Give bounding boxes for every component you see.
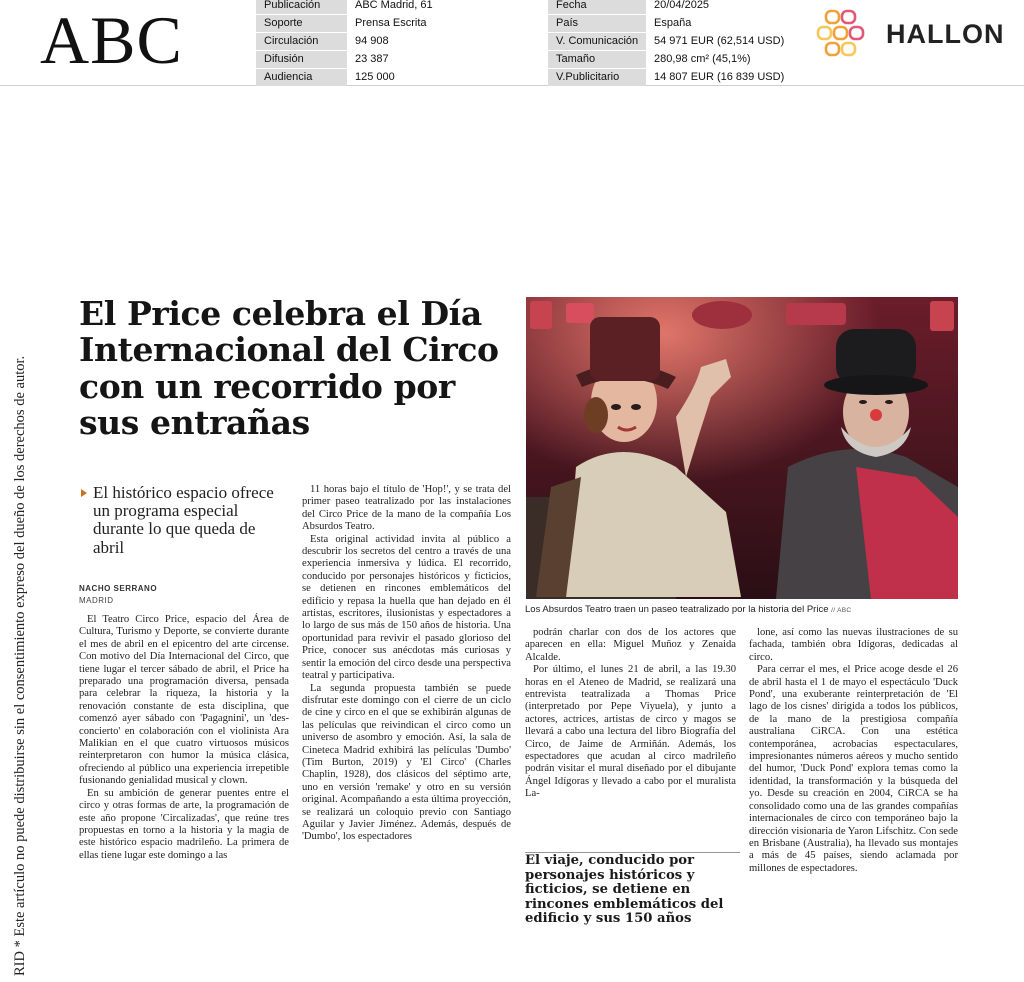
paragraph: 11 horas bajo el título de 'Hop!', y se trata del primer paseo teatralizado por las instalaciones del Circo Price de la mano de la compañía Los Absurdos Teatro. [302,484,511,533]
copyright-side-note [0,86,26,982]
paragraph: La segunda propuesta también se puede disfrutar este domingo con el cierre de un ciclo de cine y circo en el que se exhibirán algunas de las películas que reivindican el circo como un universo de asombro y emoción. Así, la sala de Cineteca Madrid exhibirá las películas 'Dumbo' (Tim Burton, 2019) y 'El Circo' (Charles Chaplin, 1928), dos clásicos del séptimo arte, uno en versión 'remake' y otro en su versión original. Acompañando a esta última proyección, se realizará un coloquio previo con Santiago Aguilar y Javier Jiménez. Además, después de 'Dumbo', los espectadores [302,682,511,843]
meta-row [548,14,806,32]
meta-value: Prensa Escrita [355,17,427,29]
meta-value: 23 387 [355,53,389,65]
valuation-meta-table [548,0,806,87]
meta-label: Publicación [256,0,347,14]
meta-value: ABC Madrid, 61 [355,0,433,11]
caption-text: Los Absurdos Teatro traen un paseo teatralizado por la historia del Price [525,604,829,615]
meta-label: Fecha [548,0,646,14]
meta-row [548,68,806,86]
article-photo [526,297,958,599]
subhead-text: El histórico espacio ofrece un programa especial durante lo que queda de abril [93,483,274,557]
meta-label: V. Comunicación [548,32,646,50]
hallon-wordmark: HALLON [886,19,1005,49]
meta-label: Audiencia [256,68,347,86]
meta-value: 94 908 [355,35,389,47]
article-author: NACHO SERRANO [79,584,158,593]
photo-credit: // ABC [831,607,852,614]
meta-value: 20/04/2025 [654,0,710,11]
copyright-text: RID * Este artículo no puede distribuirse sin el consentimiento expreso del dueño de los derechos de autor. [12,355,28,976]
bullet-triangle-icon [81,489,87,497]
meta-value: España [654,17,692,29]
article-headline: El Price celebra el Día Internacional del Circo con un recorrido por sus entrañas [79,294,499,442]
meta-value: 14 807 EUR (16 839 USD) [654,71,785,83]
article-column-3 [525,627,736,837]
pull-quote: El viaje, conducido por personajes históricos y ficticios, se detiene en rincones emblemáticos del edificio y sus 150 años [525,852,740,927]
meta-row [256,14,537,32]
photo-caption [525,604,960,615]
meta-label: País [548,14,646,32]
meta-row [256,0,537,14]
circus-performers-photo [526,297,958,599]
article-column-2 [302,484,511,932]
article-dateline-city: MADRID [79,596,114,605]
meta-label: V.Publicitario [548,68,646,86]
article-subhead [79,484,289,557]
article-column-1 [79,614,289,932]
paragraph: El Teatro Circo Price, espacio del Área de Cultura, Turismo y Deporte, se convierte durante el mes de abril en el epicentro del arte circense. Con motivo del Día Internacional del Circo, que tiene lugar el tercer sábado de abril, el Price ha preparado una programación diversa, pensada para celebrar la riqueza, la historia y la renovación constante de esta disciplina, que comenzó ayer sábado con 'Pagagnini', un 'des-concierto' en colaboración con el violinista Ara Malikian en el que cuatro virtuosos músicos reinterpretaron con humor la música clásica, ofreciendo al público una experiencia irrepetible fusionando genialidad musical y clown. [79,614,289,787]
meta-row [548,0,806,14]
meta-row [548,32,806,50]
paragraph: En su ambición de generar puentes entre el circo y otras formas de arte, la programación de este año propone 'Circalizadas', que reúne tres propuestas en torno a la historia y la magia de este histórico espacio madrileño. La primera de ellas tiene lugar este domingo a las [79,787,289,861]
newspaper-logo: ABC [40,2,183,78]
meta-row [256,32,537,50]
meta-value: 280,98 cm² (45,1%) [654,53,751,65]
paragraph: Para cerrar el mes, el Price acoge desde el 26 de abril hasta el 1 de mayo el espectáculo 'Duck Pond', una exuberante reinterpretación de 'El lago de los cisnes' dirigida a todos los públicos, de la mano de la prestigiosa compañía australiana CiRCA. Con una estética contemporánea, acrobacias espectaculares, impresionantes números aéreos y mucho sentido del humor, 'Duck Pond' explora temas como la identidad, la transformación y la búsqueda del yo. Desde su creación en 2004, CiRCA se ha consolidado como una de las grandes compañías internacionales de circo con temporáneo bajo la dirección visionaria de Yaron Lifschitz. Con sede en Brisbane (Australia), ha llevado sus montajes a más de 45 países, siendo aclamada por millones de espectadores. [749,664,958,874]
meta-row [256,68,537,86]
meta-value: 54 971 EUR (62,514 USD) [654,35,785,47]
meta-value: 125 000 [355,71,395,83]
paragraph: lone, así como las nuevas ilustraciones de su fachada, también obra Idígoras, dedicadas al circo. [749,627,958,663]
hallon-logo [812,8,1024,60]
article-column-4 [749,627,958,932]
clipping-header [0,0,1024,86]
paragraph: Por último, el lunes 21 de abril, a las 19.30 horas en el Ateneo de Madrid, se realizará una entrevista teatralizada a Thomas Price (interpretado por Pepe Viyuela), y junto a actores, actrices, artistas de circo y magos se llevará a cabo una lectura del libro Biografía del Circo, de Jaime de Armiñán. Además, los espectadores que acudan al circo madrileño podrán visitar el mural diseñado por el dibujante Ángel Idígoras y llevado a cabo por el muralista La- [525,664,736,800]
meta-label: Circulación [256,32,347,50]
meta-row [548,50,806,68]
meta-label: Difusión [256,50,347,68]
publication-meta-table [256,0,537,87]
paragraph: podrán charlar con dos de los actores que aparecen en ella: Miguel Muñoz y Zenaida Alcalde. [525,627,736,663]
hallon-rings-icon [812,8,882,60]
meta-label: Tamaño [548,50,646,68]
paragraph: Esta original actividad invita al público a descubrir los secretos del centro a través de una experiencia inmersiva y lúdica. El recorrido, conducido por personajes históricos y ficticios, se detienen en rincones emblemáticos del edificio y repasa la huella que han dejado en él artistas, escritores, ilusionistas y espectadores a lo largo de sus más de 150 años de historia. Una oportunidad para revivir el pasado glorioso del Price, conocer sus anécdotas más curiosas y sentir la emoción del circo desde una perspectiva teatral y participativa. [302,533,511,682]
meta-row [256,50,537,68]
meta-label: Soporte [256,14,347,32]
